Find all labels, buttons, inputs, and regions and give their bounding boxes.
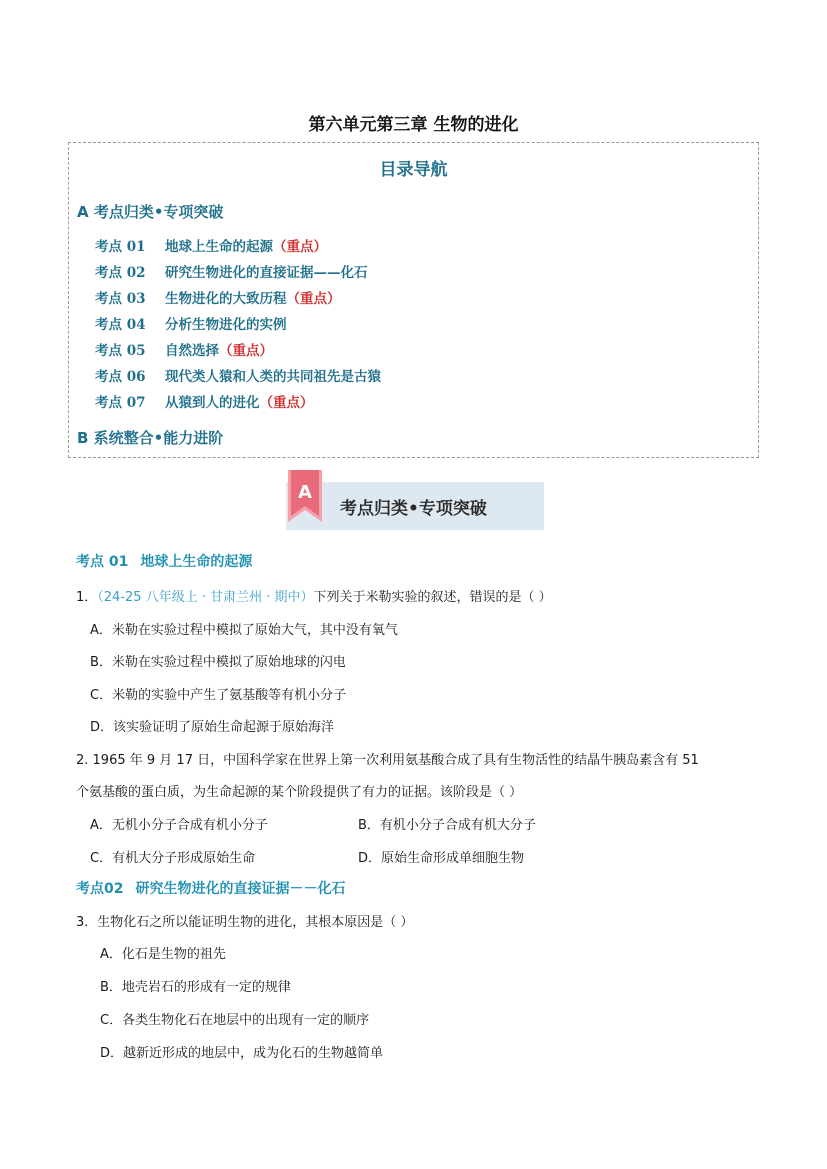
question-3-stem: 3．生物化石之所以能证明生物的进化，其根本原因是（ ） (76, 915, 414, 930)
banner-text: 考点归类•专项突破 (340, 499, 487, 519)
toc-item-key: （重点） (273, 239, 327, 255)
toc-item-key: （重点） (286, 291, 341, 307)
toc-section-b[interactable]: B 系统整合•能力进阶 (77, 429, 224, 447)
toc-item-07[interactable] (95, 391, 314, 411)
toc-item-text: 分析生物进化的实例 (165, 317, 287, 333)
kp-heading-02 (76, 878, 345, 898)
q1-option-d[interactable]: D．该实验证明了原始生命起源于原始海洋 (90, 720, 335, 735)
q1-option-c[interactable]: C．米勒的实验中产生了氨基酸等有机小分子 (90, 688, 347, 703)
toc-item-num: 考点 03 (95, 291, 146, 307)
question-text: 下列关于米勒实验的叙述，错误的是（ ） (313, 590, 552, 605)
question-num: 1． (76, 590, 98, 605)
kp-text: 地球上生命的起源 (140, 554, 253, 570)
q3-option-c[interactable]: C．各类生物化石在地层中的出现有一定的顺序 (100, 1013, 370, 1028)
q2-option-d[interactable]: D．原始生命形成单细胞生物 (358, 851, 525, 866)
q3-option-d[interactable]: D．越新近形成的地层中，成为化石的生物越简单 (100, 1046, 384, 1061)
q1-option-b[interactable]: B．米勒在实验过程中模拟了原始地球的闪电 (90, 655, 346, 670)
toc-item-text: 生物进化的大致历程 (165, 291, 287, 307)
toc-item-04[interactable] (95, 313, 287, 333)
toc-item-02[interactable] (95, 261, 368, 281)
question-1-stem (76, 586, 552, 605)
toc-box (68, 142, 759, 458)
question-source: （24-25 八年级上 · 甘肃兰州 · 期中） (97, 590, 314, 605)
toc-item-num: 考点 05 (95, 343, 146, 359)
banner-badge-letter: A (298, 482, 312, 503)
toc-item-01[interactable] (95, 235, 327, 255)
q3-option-a[interactable]: A．化石是生物的祖先 (100, 947, 226, 962)
question-2-line1: 2. 1965 年 9 月 17 日，中国科学家在世界上第一次利用氨基酸合成了具有生物活性的结晶牛胰岛素含有 51 (76, 753, 699, 768)
q2-option-c[interactable]: C．有机大分子形成原始生命 (90, 851, 256, 866)
toc-item-text: 从猿到人的进化 (165, 395, 260, 411)
toc-item-key: （重点） (259, 395, 314, 411)
toc-item-03[interactable] (95, 287, 341, 307)
kp-heading-01 (76, 551, 252, 571)
kp-num: 考点02 (76, 881, 124, 897)
page-title: 第六单元第三章 生物的进化 (308, 115, 519, 135)
toc-item-text: 自然选择 (165, 343, 219, 359)
toc-item-06[interactable] (95, 365, 381, 385)
q2-option-a[interactable]: A．无机小分子合成有机小分子 (90, 818, 268, 833)
kp-num: 考点 01 (76, 554, 129, 570)
toc-item-num: 考点 04 (95, 317, 146, 333)
toc-item-num: 考点 06 (95, 369, 146, 385)
toc-section-a[interactable]: A 考点归类•专项突破 (77, 203, 224, 221)
toc-item-text: 研究生物进化的直接证据——化石 (165, 265, 368, 281)
toc-item-num: 考点 01 (95, 239, 146, 255)
toc-item-text: 现代类人猿和人类的共同祖先是古猿 (165, 369, 381, 385)
question-2-line2: 个氨基酸的蛋白质，为生命起源的某个阶段提供了有力的证据。该阶段是（ ） (76, 785, 523, 800)
toc-item-num: 考点 02 (95, 265, 146, 281)
toc-item-text: 地球上生命的起源 (165, 239, 273, 255)
kp-text: 研究生物进化的直接证据－－化石 (135, 881, 346, 897)
q3-option-b[interactable]: B．地壳岩石的形成有一定的规律 (100, 980, 291, 995)
toc-item-num: 考点 07 (95, 395, 146, 411)
q2-option-b[interactable]: B．有机小分子合成有机大分子 (358, 818, 536, 833)
toc-item-key: （重点） (219, 343, 273, 359)
toc-item-05[interactable] (95, 339, 273, 359)
toc-heading: 目录导航 (379, 160, 448, 180)
q1-option-a[interactable]: A．米勒在实验过程中模拟了原始大气，其中没有氧气 (90, 623, 398, 638)
